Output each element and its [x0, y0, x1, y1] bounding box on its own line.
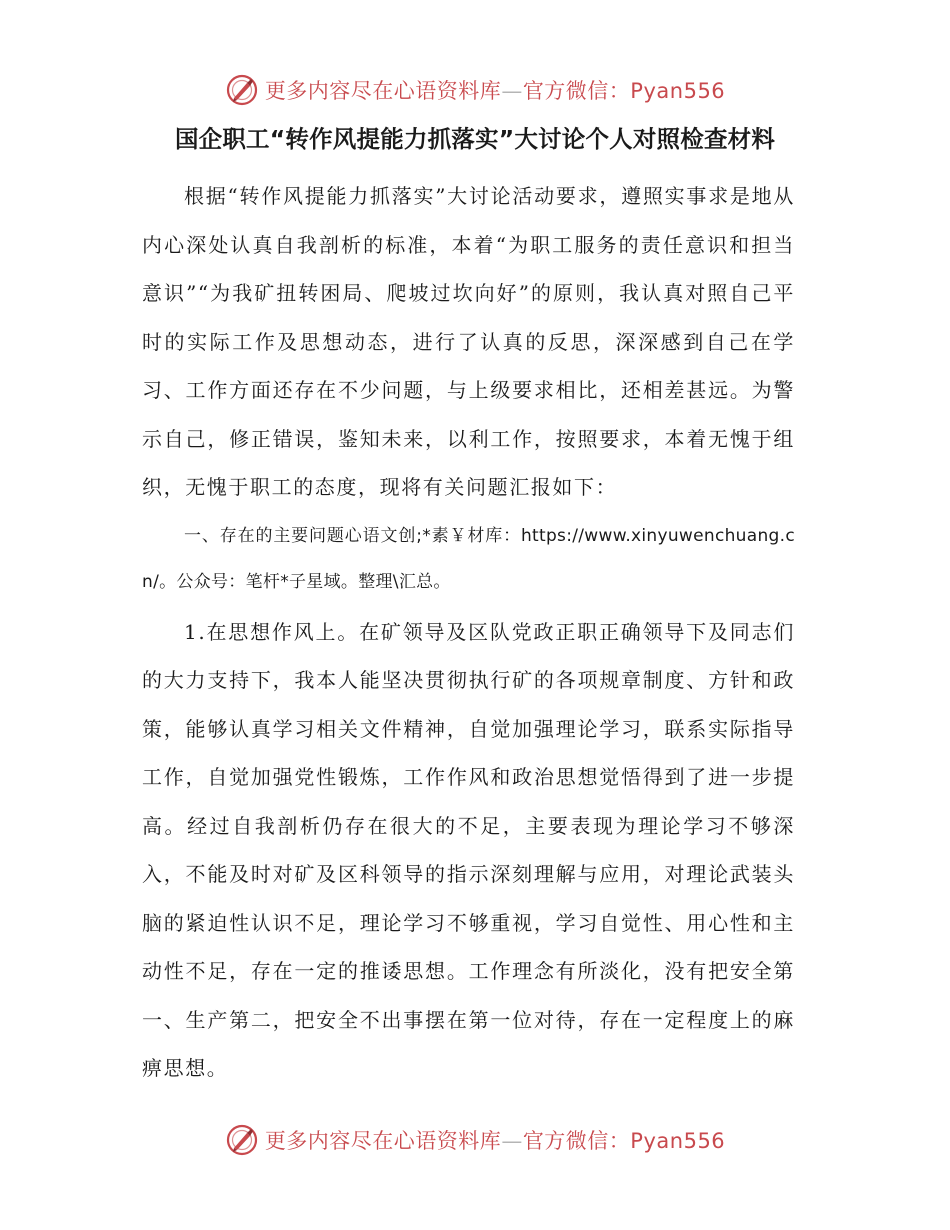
banner-text-main: 更多内容尽在心语资料库 [264, 1129, 502, 1153]
banner-text [265, 1125, 725, 1155]
intro-paragraph: 根据“转作风提能力抓落实”大讨论活动要求，遵照实事求是地从内心深处认真自我剖析的标准，本着“为职工服务的责任意识和担当意识”“为我矿扭转困局、爬坡过坎向好”的原则，我认真对照自己平时的实际工作及思想动态，进行了认真的反思，深深感到自己在学习、工作方面还存在不少问题，与上级要求相比，还相差甚远。为警示自己，修正错误，鉴知未来，以利工作，按照要求，本着无愧于组织，无愧于职工的态度，现将有关问题汇报如下： [142, 184, 795, 499]
document-title: 国企职工“转作风提能力抓落实”大讨论个人对照检查材料 [174, 125, 776, 153]
banner-dash: — [501, 1129, 523, 1153]
banner-text-tail: 官方微信：Pyan556 [522, 1129, 726, 1153]
footer-banner [0, 1120, 950, 1160]
document-body [142, 172, 795, 1093]
banner-text-main: 更多内容尽在心语资料库 [264, 79, 502, 103]
banner-text [265, 75, 725, 105]
pen-circle-logo-icon [225, 73, 259, 107]
pen-circle-logo-icon [225, 1123, 259, 1157]
section-heading: 一、存在的主要问题心语文创;*素￥材库：https://www.xinyuwenchuang.cn/。公众号：笔杆*子星域。整理\汇总。 [142, 525, 795, 592]
item-1-paragraph: 1.在思想作风上。在矿领导及区队党政正职正确领导下及同志们的大力支持下，我本人能坚决贯彻执行矿的各项规章制度、方针和政策，能够认真学习相关文件精神，自觉加强理论学习，联系实际指导工作，自觉加强党性锻炼，工作作风和政治思想觉悟得到了进一步提高。经过自我剖析仍存在很大的不足，主要表现为理论学习不够深入，不能及时对矿及区科领导的指示深刻理解与应用，对理论武装头脑的紧迫性认识不足，理论学习不够重视，学习自觉性、用心性和主动性不足，存在一定的推诿思想。工作理念有所淡化，没有把安全第一、生产第二，把安全不出事摆在第一位对待，存在一定程度上的麻痹思想。 [142, 619, 795, 1080]
header-banner [0, 70, 950, 110]
banner-dash: — [501, 79, 523, 103]
banner-text-tail: 官方微信：Pyan556 [522, 79, 726, 103]
